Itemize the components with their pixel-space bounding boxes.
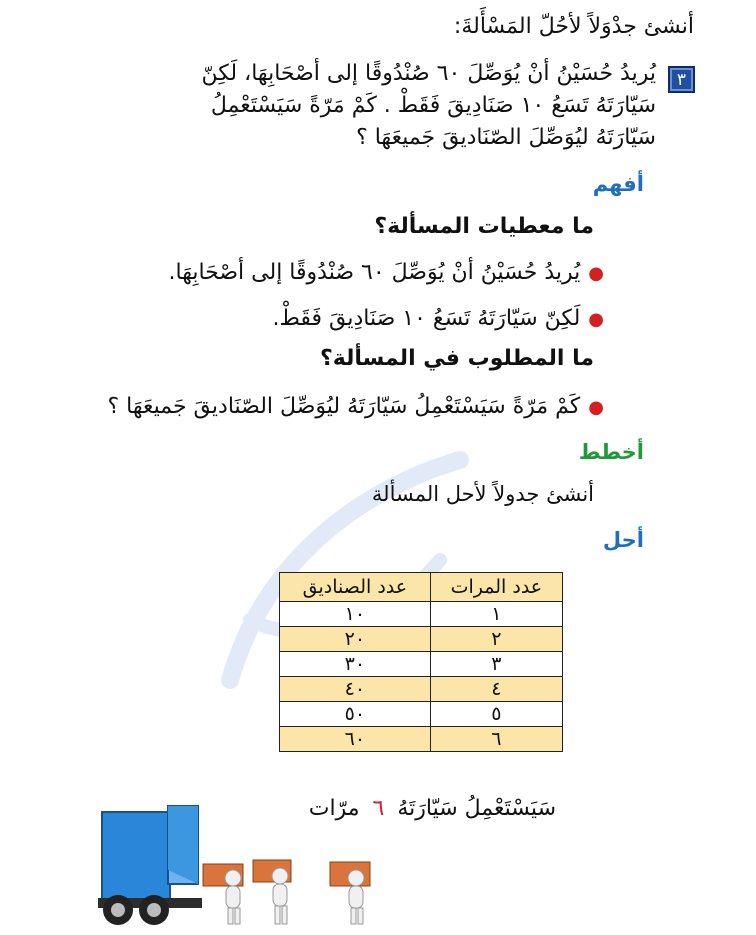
table-header-row — [280, 573, 563, 602]
bullet-dot-icon: ● — [588, 309, 604, 330]
table-row — [280, 627, 563, 652]
intro-instruction: أنشئ جدْوَلاً لأحُلّ المَسْأَلةَ: — [453, 14, 694, 39]
problem-line: سَيّارَتَهُ ليُوَصِّلَ الصّنَاديقَ جَميعَهَا ؟ — [356, 125, 656, 150]
answer-number: ٦ — [372, 796, 385, 821]
answer-suffix: مرّات — [308, 796, 360, 821]
required-text: كَمْ مَرّةً سَيَسْتَعْمِلُ سَيّارَتَهُ ليُوَصِّلَ الصّنَاديقَ جَميعَهَا ؟ — [107, 394, 581, 419]
carrier-figure — [203, 864, 243, 924]
problem-number-badge: ٣ — [668, 66, 695, 93]
plan-heading: أخطط — [578, 440, 644, 464]
solution-table — [279, 572, 563, 752]
cell-boxes: ٢٠ — [280, 627, 431, 652]
cell-boxes: ٥٠ — [280, 702, 431, 727]
given-item — [169, 260, 604, 285]
table-row — [280, 602, 563, 627]
cell-times: ٤ — [430, 677, 562, 702]
carrier-figure — [330, 862, 370, 924]
cell-boxes: ٤٠ — [280, 677, 431, 702]
truck-delivery-illustration — [98, 798, 388, 933]
cell-times: ٥ — [430, 702, 562, 727]
cell-boxes: ٣٠ — [280, 652, 431, 677]
understand-heading: أفهم — [592, 172, 644, 196]
cell-times: ١ — [430, 602, 562, 627]
problem-statement — [202, 58, 656, 154]
header-boxes: عدد الصناديق — [280, 573, 431, 602]
cell-boxes: ١٠ — [280, 602, 431, 627]
given-text: يُريدُ حُسَيْنُ أنْ يُوَصِّلَ ٦٠ صُنْدُوقًا إلى أصْحَابِهَا. — [168, 260, 581, 285]
header-times: عدد المرات — [430, 573, 562, 602]
required-item — [107, 394, 604, 419]
solve-heading: أحل — [602, 528, 644, 552]
bullet-dot-icon: ● — [588, 263, 604, 284]
plan-text: أنشئ جدولاً لأحل المسألة — [371, 482, 594, 506]
problem-line: يُريدُ حُسَيْنُ أنْ يُوَصِّلَ ٦٠ صُنْدُوقًا إلى أصْحَابِهَا، لَكِنّ — [201, 61, 656, 86]
given-text: لَكِنّ سَيّارَتَهُ تَسَعُ ١٠ صَنَادِيقَ فَقَطْ. — [272, 306, 581, 331]
givens-question: ما معطيات المسألة؟ — [374, 214, 594, 239]
bullet-dot-icon: ● — [588, 397, 604, 418]
cell-times: ٦ — [430, 727, 562, 752]
answer-prefix: سَيَسْتَعْمِلُ سَيّارَتَهُ — [397, 796, 556, 821]
problem-line: سَيّارَتَهُ تَسَعُ ١٠ صَنَادِيقَ فَقَطْ . كَمْ مَرّةً سَيَسْتَعْمِلُ — [210, 93, 656, 118]
cell-times: ٣ — [430, 652, 562, 677]
cell-boxes: ٦٠ — [280, 727, 431, 752]
required-question: ما المطلوب في المسألة؟ — [320, 346, 594, 371]
table-row — [280, 702, 563, 727]
carrier-figure — [253, 860, 291, 924]
given-item — [272, 306, 604, 331]
table-row — [280, 727, 563, 752]
table-row — [280, 652, 563, 677]
table-row — [280, 677, 563, 702]
cell-times: ٢ — [430, 627, 562, 652]
